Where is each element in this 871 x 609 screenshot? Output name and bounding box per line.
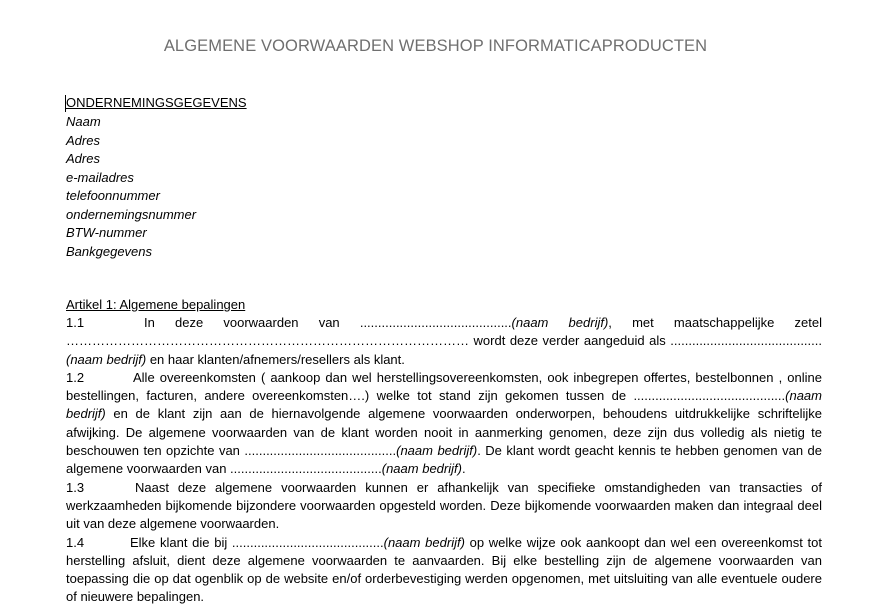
article-1-body	[66, 314, 822, 607]
clause-number: 1.4	[66, 534, 85, 550]
company-field-address-1: Adres	[66, 132, 100, 148]
clause-number: 1.1	[66, 315, 85, 330]
document-title: ALGEMENE VOORWAARDEN WEBSHOP INFORMATICAPRODUCTEN	[163, 37, 708, 55]
clause-text: en haar klanten/afnemers/resellers als klant.	[146, 351, 405, 367]
clause-text: en de klant zijn aan de hiernavolgende algemene voorwaarden onderworpen, behoudens uitdrukkelijke schriftelijke afwijking. De algemene voorwaarden van de klant worden nooit in aanmerking genomen, deze zijn dus volledig als nietig te beschouwen ten opzichte van ..........................................	[66, 406, 822, 459]
clause-number: 1.2	[66, 369, 85, 385]
company-field-email: e-mailadres	[66, 169, 134, 185]
company-field-name: Naam	[66, 114, 101, 129]
clause-text: Alle overeenkomsten ( aankoop dan wel herstellingsovereenkomsten, ook inbegrepen offertes, bestelbonnen , online bestellingen, facturen, andere overeenkomsten….) welke tot stand zijn gekomen tussen de ..........................................	[66, 369, 822, 404]
clause-text: . De klant wordt geacht kennis te hebben genomen van de algemene voorwaarden van ..........................................	[66, 443, 823, 477]
company-placeholder: (naam bedrijf)	[66, 351, 147, 367]
company-placeholder: (naam bedrijf)	[383, 534, 465, 550]
clause-text: op welke wijze ook aankoopt dan wel een overeenkomst tot herstelling afsluit, dient deze algemene voorwaarden te aanvaarden. Bij elke bestelling zijn de algemene voorwaarden van toepassing die op dat ogenblik op de website en/of orderbevestiging werden opgenomen, met uitsluiting van alle eventuele oudere of nieuwere bepalingen.	[66, 534, 822, 605]
clause-text: In deze voorwaarden van ..........................................	[144, 315, 512, 330]
clause-text: , met maatschappelijke zetel ………………………………………………………………………………… wordt deze verder aangeduid als ..........................................	[66, 315, 822, 349]
clause-1-1	[66, 314, 822, 369]
clause-number: 1.3	[66, 479, 85, 495]
clause-text: .	[461, 461, 466, 477]
clause-text: Naast deze algemene voorwaarden kunnen er afhankelijk van specifieke omstandigheden van transacties of werkzaamheden bijkomende bijzondere voorwaarden opgesteld worden. Deze bijkomende voorwaarden maken dan integraal deel uit van deze algemene voorwaarden.	[66, 479, 822, 532]
clause-1-4	[66, 534, 822, 607]
company-placeholder: (naam bedrijf)	[66, 388, 822, 422]
company-field-phone: telefoonnummer	[66, 188, 160, 203]
clause-1-3	[66, 479, 822, 534]
company-placeholder: (naam bedrijf)	[381, 461, 462, 477]
company-field-company-number: ondernemingsnummer	[66, 206, 197, 222]
company-details-list	[66, 113, 196, 261]
company-field-address-2: Adres	[66, 151, 100, 166]
article-1-heading: Artikel 1: Algemene bepalingen	[66, 297, 246, 312]
company-placeholder: (naam bedrijf)	[396, 443, 478, 459]
company-field-vat-number: BTW-nummer	[66, 225, 147, 240]
clause-1-2	[66, 369, 822, 479]
company-field-bank-details: Bankgegevens	[66, 243, 153, 259]
company-details-heading: ONDERNEMINGSGEGEVENS	[66, 95, 247, 110]
company-placeholder: (naam bedrijf)	[511, 315, 609, 330]
clause-text: Elke klant die bij ..........................................	[130, 534, 384, 550]
